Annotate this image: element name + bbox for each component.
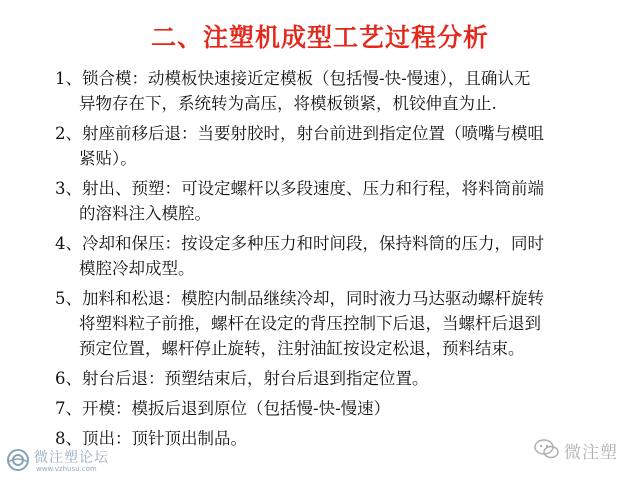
item-line: 2、射座前移后退：当要射胶时，射台前进到指定位置（喷嘴与模咀 bbox=[55, 124, 544, 143]
list-item bbox=[55, 396, 610, 421]
list-item bbox=[55, 426, 610, 451]
forum-watermark bbox=[6, 446, 116, 476]
slide-title: 二、注塑机成型工艺过程分析 bbox=[150, 23, 489, 52]
item-line: 将塑料粒子前推，螺杆在设定的背压控制下后退，当螺杆后退到 bbox=[79, 314, 541, 333]
item-line: 3、射出、预塑：可设定螺杆以多段速度、压力和行程，将料筒前端 bbox=[55, 179, 544, 198]
wechat-icon bbox=[534, 438, 560, 460]
list-item bbox=[55, 176, 610, 226]
list-item bbox=[55, 231, 610, 281]
item-line: 模腔冷却成型。 bbox=[79, 259, 195, 278]
list-item bbox=[55, 366, 610, 391]
item-line: 7、开模：模扳后退到原位（包括慢-快-慢速） bbox=[55, 399, 391, 418]
list-item bbox=[55, 121, 610, 171]
forum-logo-icon bbox=[6, 448, 30, 472]
forum-watermark-name: 微注塑论坛 bbox=[34, 450, 109, 466]
item-line: 6、射台后退：预塑结束后，射台后退到指定位置。 bbox=[55, 369, 429, 388]
process-steps-list bbox=[55, 66, 610, 456]
item-line: 异物存在下，系统转为高压，将模板锁紧，机铰伸直为止. bbox=[79, 94, 497, 113]
item-line: 紧贴）。 bbox=[79, 149, 137, 168]
wechat-watermark-name: 微注塑 bbox=[564, 443, 618, 463]
list-item bbox=[55, 66, 610, 116]
item-line: 预定位置，螺杆停止旋转，注射油缸按设定松退，预料结束。 bbox=[79, 339, 525, 358]
list-item bbox=[55, 286, 610, 361]
item-line: 1、锁合模：动模板快速接近定模板（包括慢-快-慢速），且确认无 bbox=[55, 69, 531, 88]
item-line: 的溶料注入模腔。 bbox=[79, 204, 211, 223]
wechat-watermark bbox=[534, 436, 634, 466]
item-line: 5、加料和松退：模腔内制品继续冷却，同时液力马达驱动螺杆旋转 bbox=[55, 289, 544, 308]
item-line: 4、冷却和保压：按设定多种压力和时间段，保持料筒的压力，同时 bbox=[55, 234, 544, 253]
item-line: 8、顶出：顶针顶出制品。 bbox=[55, 429, 247, 448]
forum-watermark-url: www.vzhusu.com bbox=[36, 465, 97, 473]
